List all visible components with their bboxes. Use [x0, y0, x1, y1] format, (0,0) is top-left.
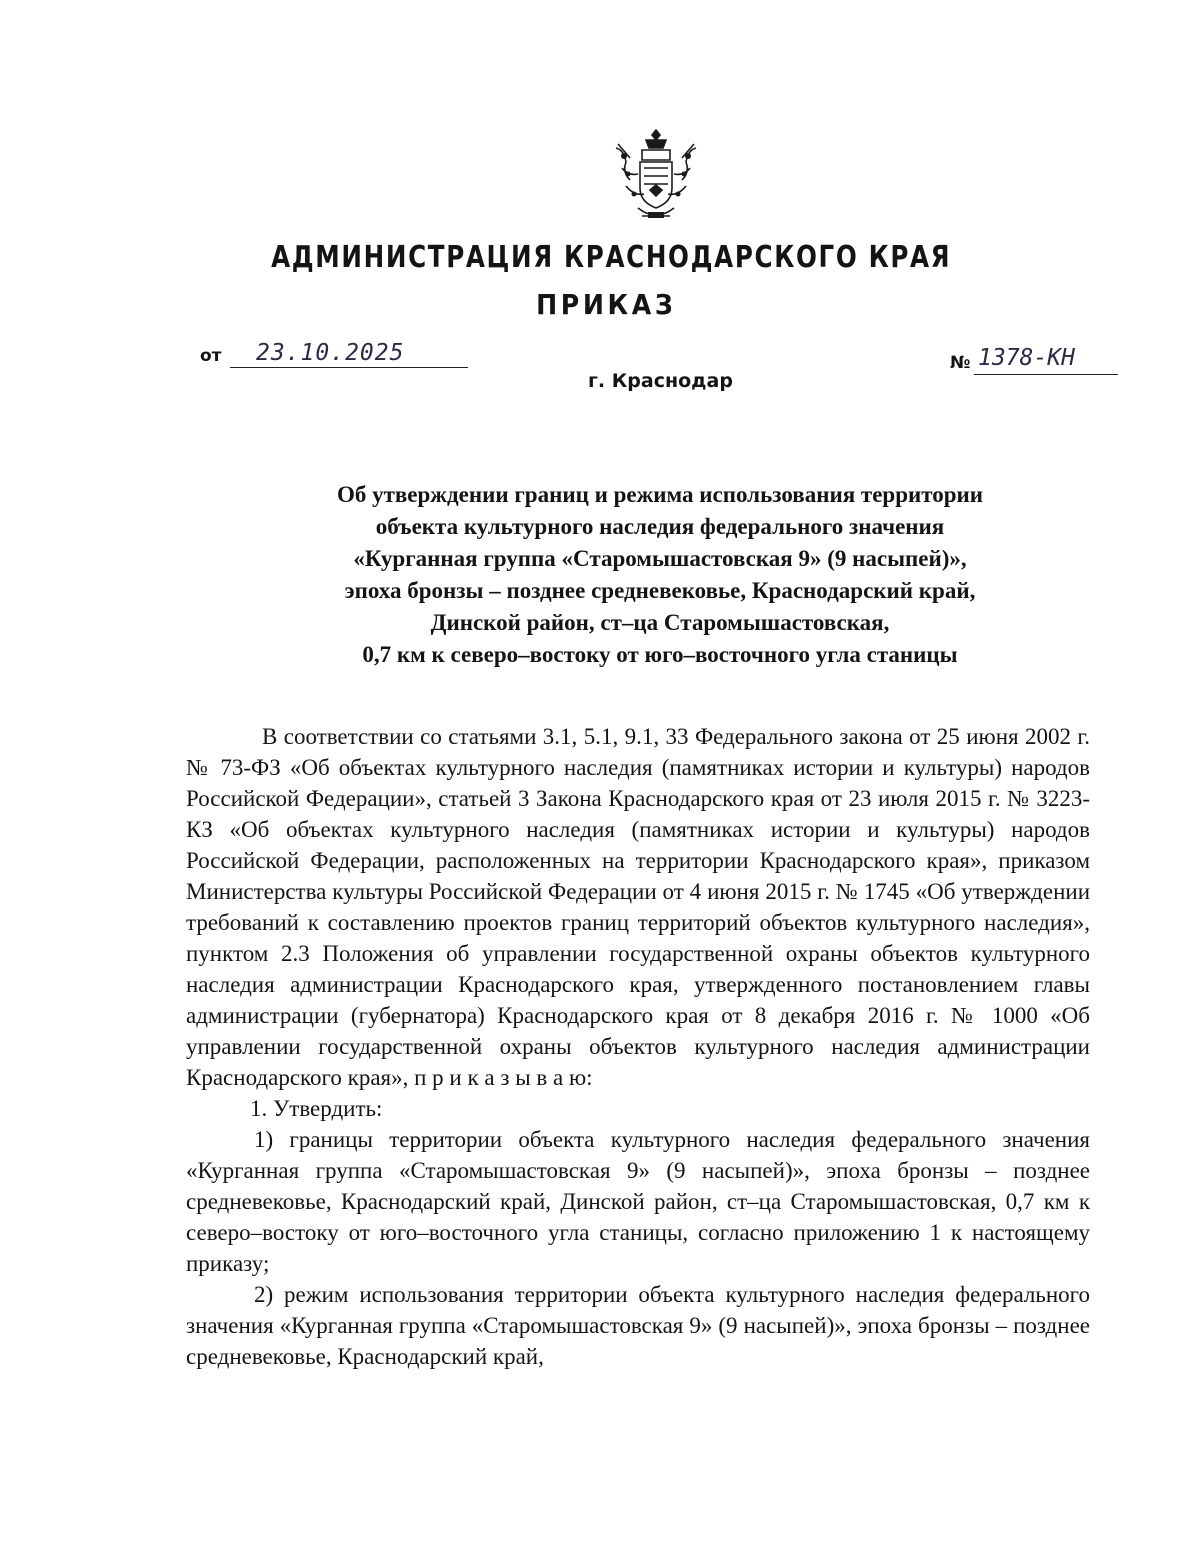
city: г. Краснодар [588, 370, 733, 392]
subject-line: эпоха бронзы – позднее средневековье, Краснодарский край, [344, 578, 976, 603]
subject-line: Динской район, ст–ца Старомышастовская, [430, 610, 890, 635]
date-value: 23.10.2025 [230, 340, 468, 368]
subject-line: «Курганная группа «Старомышастовская 9» (9 насыпей)», [353, 546, 967, 571]
document-type: ПРИКАЗ [536, 288, 677, 321]
document-subject [220, 479, 1100, 671]
preamble-paragraph: В соответствии со статьями 3.1, 5.1, 9.1, 33 Федерального закона от 25 июня 2002 г. № 73-ФЗ «Об объектах культурного наследия (памятниках истории и культуры) народов Российской Федерации», статьей 3 Закона Краснодарского края от 23 июля 2015 г. № 3223-КЗ «Об объектах культурного наследия (памятниках истории и культуры) народов Российской Федерации, расположенных на территории Краснодарского края», приказом Министерства культуры Российской Федерации от 4 июня 2015 г. № 1745 «Об утверждении требований к составлению проектов границ территорий объектов культурного наследия», пунктом 2.3 Положения об управлении государственной охраны объектов культурного наследия администрации Краснодарского края, утвержденного постановлением главы администрации (губернатора) Краснодарского края от 8 декабря 2016 г. № 1000 «Об управлении государственной охраны объектов культурного наследия администрации Краснодарского края», п р и к а з ы в а ю: [186, 724, 1090, 1090]
krasnodar-coat-of-arms-icon [612, 128, 700, 224]
subject-line: Об утверждении границ и режима использования территории [336, 482, 984, 507]
number-prefix: № [950, 353, 971, 373]
organization-title: АДМИНИСТРАЦИЯ КРАСНОДАРСКОГО КРАЯ [271, 240, 952, 275]
date-prefix: от [200, 346, 222, 366]
number-value: 1378-КН [974, 345, 1118, 375]
item-1-2: 2) режим использования территории объекта культурного наследия федерального значения «Курганная группа «Старомышастовская 9» (9 насыпей)», эпоха бронзы – позднее средневековье, Краснодарский край, [186, 1282, 1090, 1369]
item-1: 1. Утвердить: [250, 1096, 383, 1121]
subject-line: объекта культурного наследия федерального значения [375, 514, 945, 539]
document-body [186, 721, 1090, 1372]
item-1-1: 1) границы территории объекта культурного наследия федерального значения «Курганная группа «Старомышастовская 9» (9 насыпей)», эпоха бронзы – позднее средневековье, Краснодарский край, Динской район, ст–ца Старомышастовская, 0,7 км к северо–востоку от юго–восточного угла станицы, согласно приложению 1 к настоящему приказу; [186, 1127, 1090, 1276]
subject-line: 0,7 км к северо–востоку от юго–восточного угла станицы [362, 642, 958, 667]
